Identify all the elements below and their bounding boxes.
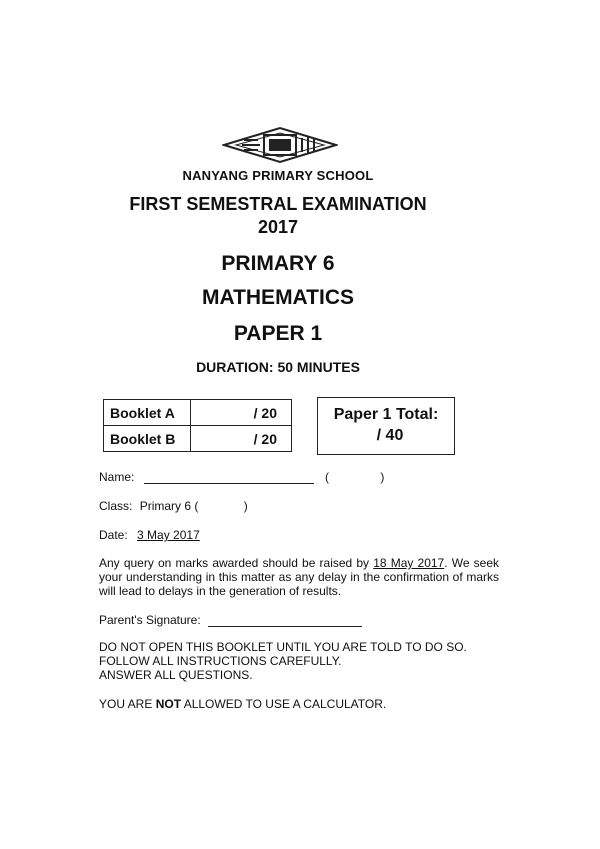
marks-table — [103, 399, 292, 452]
table-row — [104, 426, 292, 452]
calculator-notice — [99, 697, 499, 711]
paper-total-label: Paper 1 Total: — [333, 406, 439, 423]
query-deadline: 18 May 2017 — [373, 556, 445, 570]
date-value: 3 May 2017 — [137, 528, 200, 542]
instruction-line: DO NOT OPEN THIS BOOKLET UNTIL YOU ARE TOLD TO DO SO. — [99, 640, 467, 654]
signature-input-line[interactable] — [208, 614, 362, 627]
instructions — [99, 640, 499, 682]
subject-title: MATHEMATICS — [201, 286, 355, 309]
date-label: Date: — [99, 528, 128, 542]
booklet-a-label: Booklet A — [104, 400, 191, 426]
instruction-line: FOLLOW ALL INSTRUCTIONS CAREFULLY. — [99, 654, 342, 668]
class-field — [99, 499, 248, 513]
name-close-paren: ) — [380, 470, 385, 484]
signature-field — [99, 613, 362, 627]
exam-title: FIRST SEMESTRAL EXAMINATION — [129, 194, 427, 214]
date-field — [99, 528, 200, 542]
calculator-emphasis: NOT — [155, 697, 182, 711]
booklet-a-score: / 20 — [191, 400, 292, 426]
query-text-before: Any query on marks awarded should be raised by — [99, 556, 374, 570]
level-title: PRIMARY 6 — [221, 252, 335, 275]
class-label: Class: — [99, 499, 133, 513]
paper-total-value: / 40 — [376, 427, 404, 444]
table-row — [104, 400, 292, 426]
calculator-text-before: YOU ARE — [99, 697, 156, 711]
class-close-paren: ) — [243, 499, 248, 513]
name-open-paren: ( — [325, 470, 330, 484]
duration-text: DURATION: 50 MINUTES — [196, 359, 360, 375]
name-field — [99, 470, 384, 484]
calculator-text-after: ALLOWED TO USE A CALCULATOR. — [181, 697, 387, 711]
query-text-after: . We seek your understanding in this matter as any delay in the confirmation of marks will lead to delays in the generation of results. — [99, 556, 500, 598]
query-notice — [99, 556, 499, 598]
signature-label: Parent's Signature: — [99, 613, 201, 627]
booklet-b-score: / 20 — [191, 426, 292, 452]
booklet-b-label: Booklet B — [104, 426, 191, 452]
name-input-line[interactable] — [144, 471, 314, 484]
instruction-line: ANSWER ALL QUESTIONS. — [99, 668, 253, 682]
name-label: Name: — [99, 470, 135, 484]
school-name: NANYANG PRIMARY SCHOOL — [182, 168, 374, 183]
paper-title: PAPER 1 — [233, 322, 323, 345]
school-logo-icon — [222, 126, 338, 164]
exam-year: 2017 — [257, 217, 299, 237]
class-value: Primary 6 ( — [139, 499, 199, 513]
paper-total-box — [317, 397, 455, 455]
